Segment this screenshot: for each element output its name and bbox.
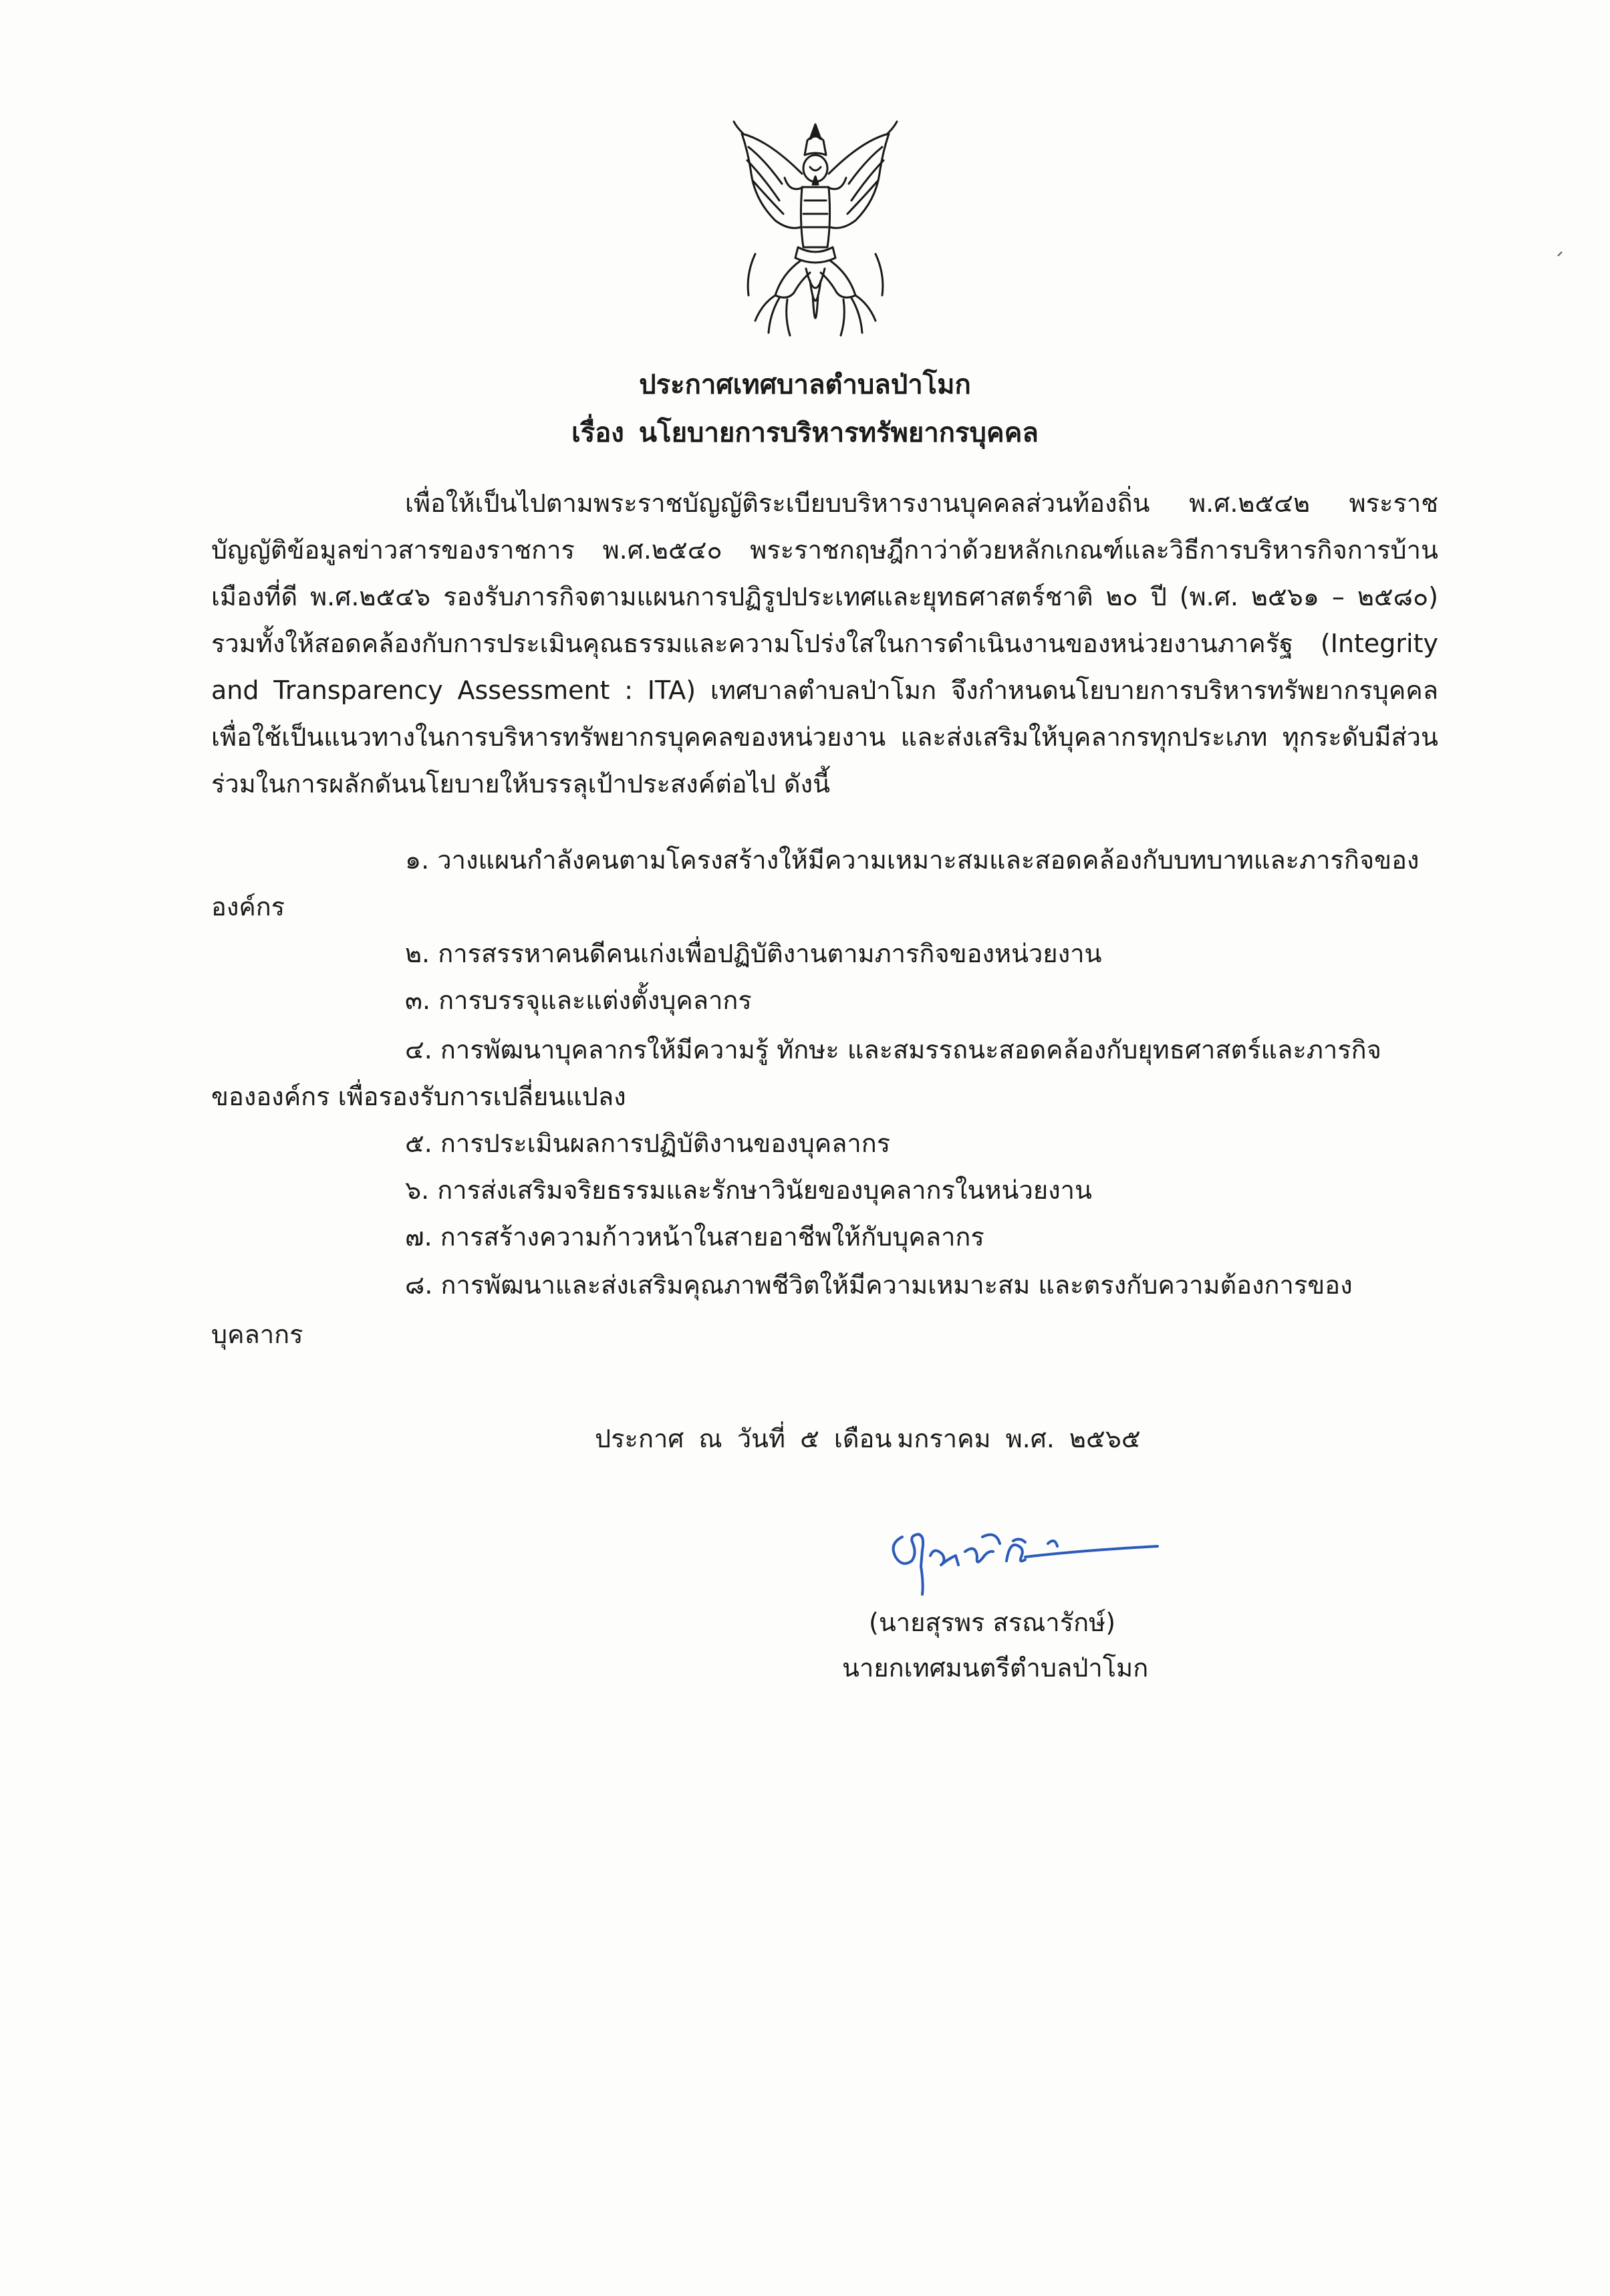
announcement-date [595, 1415, 1156, 1462]
subject-label: เรื่อง [571, 418, 624, 448]
date-month: มกราคม [897, 1424, 991, 1453]
policy-item-6: ๖. การส่งเสริมจริยธรรมและรักษาวินัยของบุคลากรในหน่วยงาน [405, 1175, 1092, 1205]
announcement-title: ประกาศเทศบาลตำบลป่าโมก [639, 370, 971, 400]
policy-item-3: ๓. การบรรจุและแต่งตั้งบุคลากร [405, 986, 752, 1015]
signatory-position: นายกเทศมนตรีตำบลป่าโมก [842, 1653, 1149, 1683]
date-year: ๒๕๖๕ [1069, 1424, 1141, 1453]
date-label: ประกาศ [595, 1424, 684, 1453]
policy-item-5: ๕. การประเมินผลการปฏิบัติงานของบุคลากร [405, 1129, 891, 1158]
policy-item-4-continued: ขององค์กร เพื่อรองรับการเปลี่ยนแปลง [211, 1082, 626, 1111]
paper-mark [1557, 251, 1563, 257]
signature-mark [882, 1517, 1163, 1597]
date-day-label: วันที่ [736, 1424, 786, 1453]
date-month-label: เดือน [833, 1424, 892, 1453]
policy-item-8: ๘. การพัฒนาและส่งเสริมคุณภาพชีวิตให้มีความเหมาะสม และตรงกับความต้องการของ [405, 1270, 1353, 1300]
date-day: ๕ [800, 1424, 819, 1453]
date-year-label: พ.ศ. [1005, 1424, 1055, 1453]
policy-item-8-continued: บุคลากร [211, 1320, 303, 1349]
announcement-subject-line [0, 414, 1610, 452]
policy-item-1-continued: องค์กร [211, 892, 285, 921]
policy-item-7: ๗. การสร้างความก้าวหน้าในสายอาชีพให้กับบุคลากร [405, 1222, 984, 1252]
policy-item-1: ๑. วางแผนกำลังคนตามโครงสร้างให้มีความเหมาะสมและสอดคล้องกับบทบาทและภารกิจของ [405, 845, 1420, 875]
policy-item-2: ๒. การสรรหาคนดีคนเก่งเพื่อปฏิบัติงานตามภารกิจของหน่วยงาน [405, 939, 1102, 968]
subject-text: นโยบายการบริหารทรัพยากรบุคคล [638, 418, 1039, 448]
intro-paragraph: เพื่อให้เป็นไปตามพระราชบัญญัติระเบียบบริหารงานบุคคลส่วนท้องถิ่น พ.ศ.๒๕๔๒ พระราชบัญญัติข้อมูลข่าวสารของราชการ พ.ศ.๒๕๔๐ พระราชกฤษฎีกาว่าด้วยหลักเกณฑ์และวิธีการบริหารกิจการบ้านเมืองที่ดี พ.ศ.๒๕๔๖ รองรับภารกิจตามแผนการปฏิรูปประเทศและยุทธศาสตร์ชาติ ๒๐ ปี (พ.ศ. ๒๕๖๑ – ๒๕๘๐) รวมทั้งให้สอดคล้องกับการประเมินคุณธรรมและความโปร่งใสในการดำเนินงานของหน่วยงานภาครัฐ (Integrity and Transparency Assessment : ITA) เทศบาลตำบลป่าโมก จึงกำหนดนโยบายการบริหารทรัพยากรบุคคล เพื่อใช้เป็นแนวทางในการบริหารทรัพยากรบุคคลของหน่วยงาน และส่งเสริมให้บุคลากรทุกประเภท ทุกระดับมีส่วนร่วมในการผลักดันนโยบายให้บรรลุเป้าประสงค์ต่อไป ดังนี้ [211, 488, 1438, 799]
date-at: ณ [698, 1424, 722, 1453]
policy-item-4: ๔. การพัฒนาบุคลากรให้มีความรู้ ทักษะ และสมรรถนะสอดคล้องกับยุทธศาสตร์และภารกิจ [405, 1035, 1381, 1064]
signatory-name: (นายสุรพร สรณารักษ์) [869, 1608, 1116, 1637]
garuda-emblem-icon [728, 120, 902, 347]
